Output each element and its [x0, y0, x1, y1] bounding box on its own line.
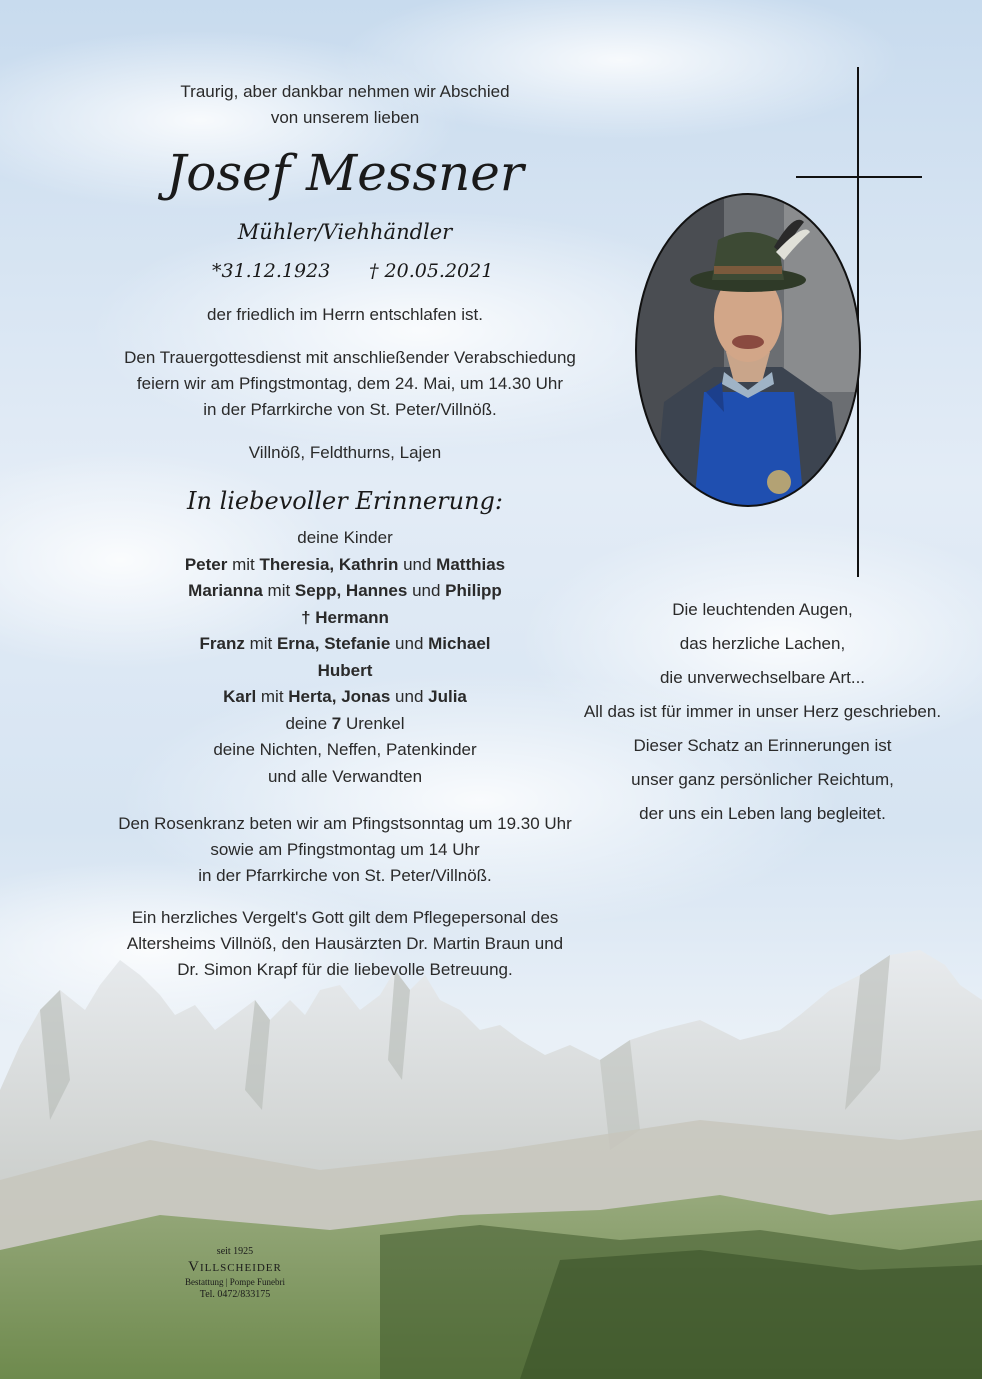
family-line: [95, 631, 595, 658]
rosary-line: in der Pfarrkirche von St. Peter/Villnöß.: [198, 866, 492, 885]
family-name: Herta, Jonas: [288, 687, 391, 706]
family-line: [95, 737, 595, 764]
service-line: Den Trauergottesdienst mit anschließender Verabschiedung: [124, 348, 576, 367]
verse-line: unser ganz persönlicher Reichtum,: [631, 770, 894, 789]
verse-line: All das ist für immer in unser Herz geschrieben.: [583, 702, 942, 721]
family-name: Hubert: [317, 660, 373, 680]
family-line: [95, 711, 595, 738]
family-name: Karl: [223, 687, 257, 706]
family-connector: mit: [244, 634, 277, 653]
family-name: Michael: [428, 634, 491, 653]
family-line: [95, 552, 595, 579]
thanks-line: Dr. Simon Krapf für die liebevolle Betreuung.: [177, 960, 513, 979]
service-line: feiern wir am Pfingstmontag, dem 24. Mai, um 14.30 Uhr: [136, 374, 564, 393]
family-name: Peter: [184, 554, 228, 574]
memory-heading: In liebevoller Erinnerung:: [187, 487, 503, 515]
family-line: [95, 525, 595, 552]
death-date: † 20.05.2021: [369, 260, 494, 282]
logo-tagline: Bestattung | Pompe Funebri: [184, 1277, 286, 1287]
thanks-line: Ein herzliches Vergelt's Gott gilt dem Pflegepersonal des: [131, 908, 559, 927]
passed-text: der friedlich im Herrn entschlafen ist.: [207, 305, 483, 324]
service-line: in der Pfarrkirche von St. Peter/Villnöß.: [203, 400, 497, 419]
funeral-home-logo: [160, 1246, 310, 1302]
family-name: Matthias: [436, 554, 506, 574]
rosary-text: [80, 811, 610, 889]
family-connector: deine Nichten, Neffen, Patenkinder: [213, 740, 477, 759]
family-line: [95, 684, 595, 711]
logo-name: Villscheider: [188, 1259, 282, 1275]
verse-line: das herzliche Lachen,: [679, 634, 846, 653]
family-connector: und alle Verwandten: [267, 766, 423, 786]
family-name: Franz: [199, 634, 245, 653]
family-connector: und: [390, 634, 429, 653]
family-connector: und: [398, 554, 437, 574]
logo-since: seit 1925: [216, 1246, 254, 1257]
family-connector: deine Kinder: [297, 528, 393, 547]
family-name: 7: [331, 713, 342, 733]
thanks-line: Altersheims Villnöß, den Hausärzten Dr. Martin Braun und: [126, 934, 564, 953]
family-list: [95, 525, 595, 790]
family-name: Philipp: [445, 581, 502, 600]
verse-line: Die leuchtenden Augen,: [672, 600, 853, 619]
verse-line: Dieser Schatz an Erinnerungen ist: [633, 736, 892, 755]
occupation: Mühler/Viehhändler: [237, 220, 453, 244]
thanks-text: [80, 905, 610, 983]
family-connector: Urenkel: [341, 713, 405, 733]
family-connector: mit: [256, 687, 289, 706]
logo-phone: Tel. 0472/833175: [199, 1289, 271, 1300]
intro-line: von unserem lieben: [270, 108, 420, 127]
family-line: [95, 578, 595, 605]
rosary-line: sowie am Pfingstmontag um 14 Uhr: [210, 840, 480, 859]
family-name: Marianna: [188, 581, 263, 600]
family-connector: mit: [262, 581, 295, 600]
family-line: [95, 764, 595, 791]
intro-line: Traurig, aber dankbar nehmen wir Abschied: [180, 82, 510, 101]
family-connector: und: [390, 687, 429, 706]
rosary-line: Den Rosenkranz beten wir am Pfingstsonntag um 19.30 Uhr: [118, 814, 572, 833]
memorial-verse: [575, 593, 950, 831]
family-name: Erna, Stefanie: [276, 634, 391, 653]
family-name: † Hermann: [301, 607, 389, 627]
family-line: [95, 658, 595, 685]
family-name: Sepp, Hannes: [294, 581, 408, 600]
places-text: Villnöß, Feldthurns, Lajen: [248, 443, 442, 462]
family-name: Theresia, Kathrin: [259, 554, 399, 574]
deceased-name: Josef Messner: [166, 144, 524, 202]
family-connector: deine: [285, 713, 332, 733]
cross-horizontal: [796, 176, 922, 178]
birth-date: *31.12.1923: [212, 260, 331, 282]
funeral-service-text: [95, 345, 605, 423]
family-name: Julia: [428, 687, 467, 706]
verse-line: der uns ein Leben lang begleitet.: [639, 804, 886, 823]
family-connector: mit: [227, 554, 260, 574]
intro-text: [95, 79, 595, 131]
family-line: [95, 605, 595, 632]
family-connector: und: [407, 581, 446, 600]
portrait-photo: [634, 192, 862, 508]
verse-line: die unverwechselbare Art...: [659, 668, 866, 687]
